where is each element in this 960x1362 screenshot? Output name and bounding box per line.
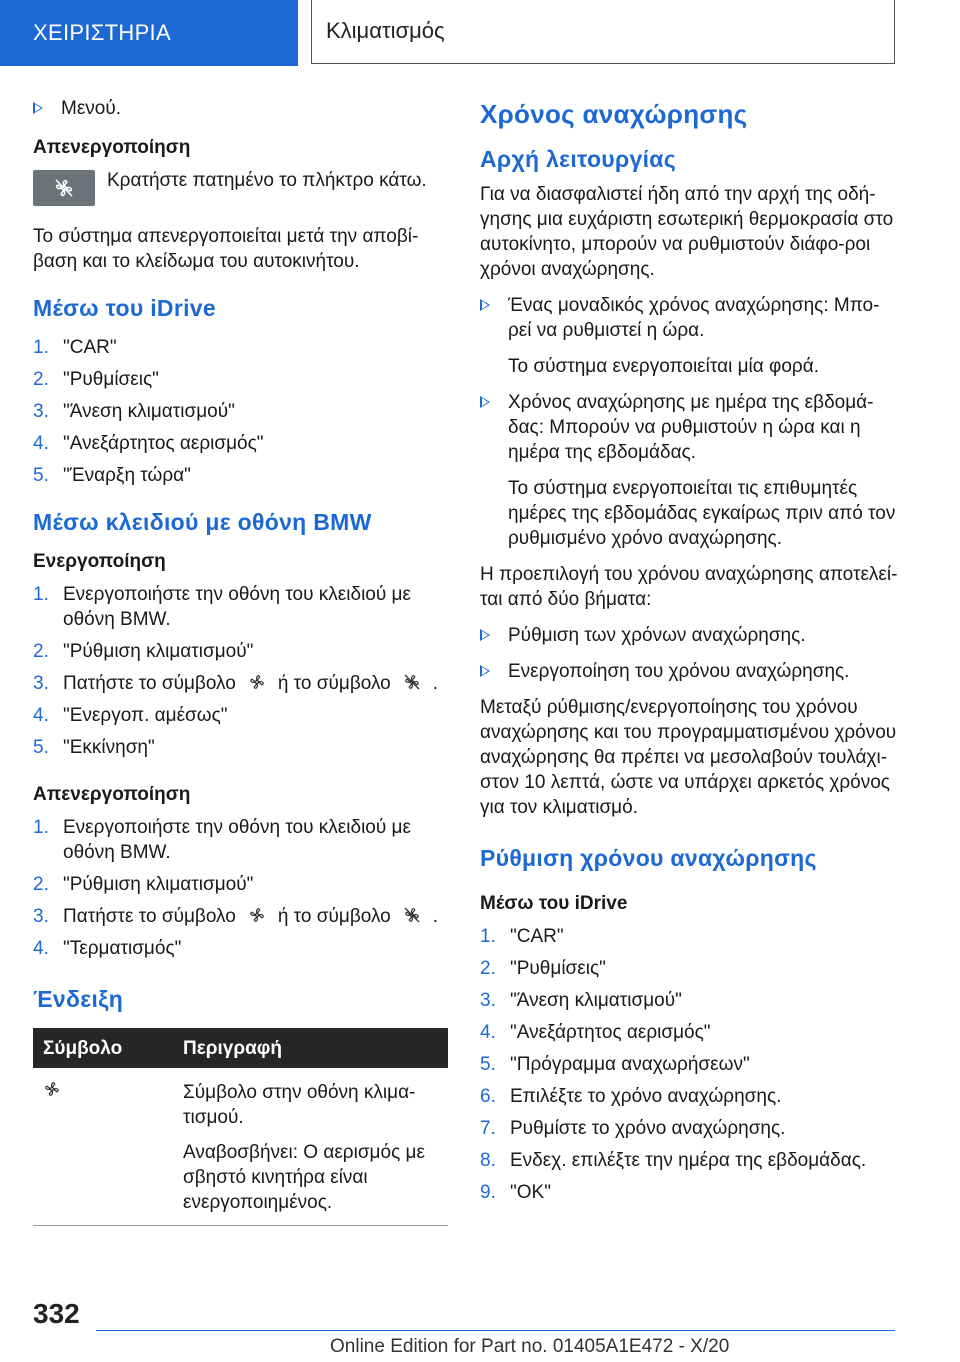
list-item: 1. "CAR"	[33, 337, 117, 358]
left-column	[33, 96, 448, 1226]
list-item: 2. "Ρύθμιση κλιματισμού"	[33, 874, 254, 895]
list-item: 1. Ενεργοποιήστε την οθόνη του κλειδιού με οθόνη BMW.	[33, 817, 411, 863]
list-item: 4. "Τερματισμός"	[33, 938, 182, 959]
table-cell-description: Σύμβολο στην οθόνη κλιμα-τισμού. Αναβοσβήνει: Ο αερισμός με σβηστό κινητήρα είναι ενεργοποιημένος.	[173, 1068, 448, 1226]
bullet-triangle-icon	[33, 102, 43, 114]
header-section: ΧΕΙΡΙΣΤΗΡΙΑ	[0, 0, 298, 66]
bullet-set-times: Ρύθμιση των χρόνων αναχώρησης.	[480, 623, 900, 648]
bullet-single-time: Ένας μοναδικός χρόνος αναχώρησης: Μπο-ρεί να ρυθμιστεί η ώρα.	[480, 293, 900, 343]
list-item: 1. Ενεργοποιήστε την οθόνη του κλειδιού με οθόνη BMW.	[33, 584, 411, 630]
idrive-heading: Μέσω του iDrive	[33, 295, 216, 321]
set-departure-steps	[480, 924, 900, 1205]
list-item: 3. Πατήστε το σύμβολο ή το σύμβολο .	[33, 673, 439, 694]
principle-heading: Αρχή λειτουργίας	[480, 146, 676, 172]
bullet-single-time-sub: Το σύστημα ενεργοποιείται μία φορά.	[508, 356, 819, 377]
set-departure-heading: Ρύθμιση χρόνου αναχώρησης	[480, 845, 817, 871]
right-column	[480, 96, 900, 1216]
list-item: 3. "Άνεση κλιματισμού"	[33, 401, 235, 422]
departure-time-title: Χρόνος αναχώρησης	[480, 99, 748, 129]
symbol-table	[33, 1028, 448, 1226]
deactivation2-steps	[33, 815, 448, 961]
deactivation-paragraph: Το σύστημα απενεργοποιείται μετά την αποβί-βαση και το κλείδωμα του αυτοκινήτου.	[33, 226, 419, 272]
principle-paragraph: Για να διασφαλιστεί ήδη από την αρχή της οδή-γησης μια ευχάριστη εσωτερική θερμοκρασία στο αυτοκίνητο, μπορούν να ρυθμιστούν διάφο-ροι χρόνοι αναχώρησης.	[480, 184, 894, 280]
table-header-symbol: Σύμβολο	[33, 1028, 173, 1068]
display-heading: Ένδειξη	[33, 986, 124, 1012]
list-item: 5. "Πρόγραμμα αναχωρήσεων"	[480, 1054, 750, 1075]
fan-crossed-icon	[403, 906, 421, 924]
list-item: 2. "Ρυθμίσεις"	[33, 369, 159, 390]
list-item: 7. Ρυθμίστε το χρόνο αναχώρησης.	[480, 1118, 786, 1139]
bullet-triangle-icon	[480, 396, 490, 408]
bullet-triangle-icon	[480, 629, 490, 641]
list-item: 9. "OK"	[480, 1182, 551, 1203]
list-item: 6. Επιλέξτε το χρόνο αναχώρησης.	[480, 1086, 782, 1107]
fan-key-icon	[33, 170, 95, 206]
activation-steps	[33, 582, 448, 760]
fan-crossed-icon	[403, 673, 421, 691]
footer-edition: Online Edition for Part no. 01405A1E472 - X/20	[330, 1336, 730, 1357]
default-paragraph: Η προεπιλογή του χρόνου αναχώρησης αποτελεί-ται από δύο βήματα:	[480, 564, 898, 610]
list-item: 5. "Έναρξη τώρα"	[33, 465, 191, 486]
deactivation-heading: Απενεργοποίηση	[33, 137, 191, 158]
table-row	[33, 1068, 448, 1226]
idrive-steps	[33, 335, 448, 488]
list-item: 2. "Ρυθμίσεις"	[480, 958, 606, 979]
table-header-description: Περιγραφή	[173, 1028, 448, 1068]
list-item: 4. "Ανεξάρτητος αερισμός"	[480, 1022, 711, 1043]
list-item: 1. "CAR"	[480, 926, 564, 947]
table-cell-symbol	[33, 1068, 173, 1226]
between-paragraph: Μεταξύ ρύθμισης/ενεργοποίησης του χρόνου αναχώρησης και του προγραμματισμένου χρόνου αναχώρησης θα πρέπει να μεσολαβούν τουλάχι-στον 10 λεπτά, ώστε να υπάρχει αρκετός χρόνος για τον κλιματισμό.	[480, 697, 897, 818]
fan-icon	[248, 906, 266, 924]
bullet-triangle-icon	[480, 665, 490, 677]
list-item: 4. "Ανεξάρτητος αερισμός"	[33, 433, 264, 454]
display-key-heading: Μέσω κλειδιού με οθόνη BMW	[33, 509, 372, 535]
page-number: 332	[33, 1298, 80, 1329]
list-item: 3. Πατήστε το σύμβολο ή το σύμβολο .	[33, 906, 439, 927]
list-item: 3. "Άνεση κλιματισμού"	[480, 990, 682, 1011]
bullet-triangle-icon	[480, 299, 490, 311]
list-item: 4. "Ενεργοπ. αμέσως"	[33, 705, 228, 726]
list-item: 5. "Εκκίνηση"	[33, 737, 155, 758]
bullet-weekday-time: Χρόνος αναχώρησης με ημέρα της εβδομά-δας: Μπορούν να ρυθμιστούν η ώρα και η ημέρα της εβδομάδας.	[480, 390, 900, 465]
list-item: 8. Ενδεχ. επιλέξτε την ημέρα της εβδομάδας.	[480, 1150, 867, 1171]
deactivation2-heading: Απενεργοποίηση	[33, 784, 191, 805]
footer-divider	[96, 1330, 895, 1331]
idrive-subheading: Μέσω του iDrive	[480, 893, 628, 914]
fan-icon	[43, 1080, 61, 1098]
fan-icon	[248, 673, 266, 691]
bullet-menu: Μενού.	[33, 96, 448, 121]
bullet-weekday-time-sub: Το σύστημα ενεργοποιείται τις επιθυμητές ημέρες της εβδομάδας εγκαίρως πριν από τον ρυθμισμένο χρόνο αναχώρησης.	[508, 478, 896, 549]
bullet-activate-time: Ενεργοποίηση του χρόνου αναχώρησης.	[480, 659, 900, 684]
list-item: 2. "Ρύθμιση κλιματισμού"	[33, 641, 254, 662]
activation-heading: Ενεργοποίηση	[33, 551, 166, 572]
header-chapter: Κλιματισμός	[311, 0, 895, 64]
deactivation-key-row	[33, 168, 448, 206]
deactivation-key-text: Κρατήστε πατημένο το πλήκτρο κάτω.	[107, 170, 427, 191]
